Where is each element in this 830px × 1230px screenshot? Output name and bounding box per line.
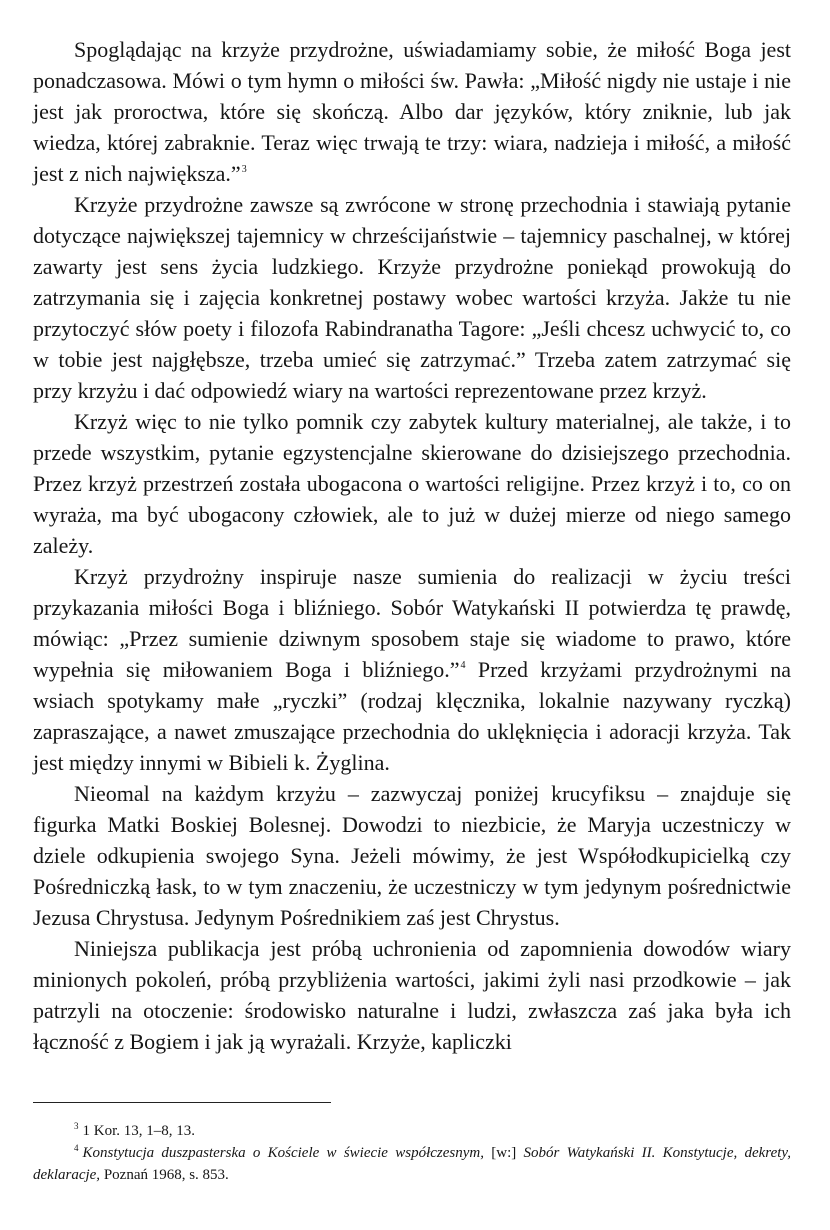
footnote-title: Konstytucja duszpasterska o Kościele w świecie współczesnym,	[82, 1145, 484, 1161]
footnotes	[33, 1120, 791, 1186]
paragraph-text: Krzyże przydrożne zawsze są zwrócone w stronę przechodnia i stawiają pytanie dotyczące największej tajemnicy w chrześcijaństwie – tajemnicy paschalnej, w której zawarty jest sens życia ludzkiego. Krzyże przydrożne poniekąd prowokują do zatrzymania się i zajęcia konkretnej postawy wobec wartości krzyża. Jakże tu nie przytoczyć słów poety i filozofa Rabindranatha Tagore: „Jeśli chcesz uchwycić to, co w tobie jest najgłębsze, trzeba umieć się zatrzymać.” Trzeba zatem zatrzymać się przy krzyżu i dać odpowiedź wiary na wartości reprezentowane przez krzyż.	[33, 192, 791, 403]
footnote-ref-3[interactable]: 3	[241, 164, 247, 175]
paragraph-text: Krzyż więc to nie tylko pomnik czy zabytek kultury materialnej, ale także, i to przede wszystkim, pytanie egzystencjalne skierowane do dzisiejszego przechodnia. Przez krzyż przestrzeń została ubogacona o wartości religijne. Przez krzyż i to, co on wyraża, ma być ubogacony człowiek, ale to już w dużej mierze od niego samego zależy.	[33, 409, 791, 558]
paragraph-text: Niniejsza publikacja jest próbą uchronienia od zapomnienia dowodów wiary minionych pokoleń, próbą przybliżenia wartości, jakimi żyli nasi przodkowie – jak patrzyli na otoczenie: środowisko naturalne i ludzi, zwłaszcza zaś jaka była ich łączność z Bogiem i jak ją wyrażali. Krzyże, kapliczki	[33, 936, 791, 1054]
paragraph-text: Krzyż przydrożny inspiruje nasze sumienia do realizacji w życiu treści przykazania miłości Boga i bliźniego. Sobór Watykański II potwierdza tę prawdę, mówiąc: „Przez sumienie dziwnym sposobem staje się wiadome to prawo, które wypełnia się miłowaniem Boga i bliźniego.”	[33, 564, 791, 682]
footnote-source-title: Sobór Watykański II. Konstytucje, dekrety, deklaracje,	[33, 1145, 791, 1183]
footnote-separator	[33, 1102, 331, 1103]
footnote-mark: 4	[74, 1143, 79, 1153]
footnote-ref-4[interactable]: 4	[460, 660, 466, 671]
paragraph-6	[33, 933, 791, 1057]
paragraph-4	[33, 561, 791, 778]
paragraph-text: Nieomal na każdym krzyżu – zazwyczaj poniżej krucyfiksu – znajduje się figurka Matki Boskiej Bolesnej. Dowodzi to niezbicie, że Maryja uczestniczy w dziele odkupienia swojego Syna. Jeżeli mówimy, że jest Współodkupicielką czy Pośredniczką łask, to w tym znaczeniu, że uczestniczy w tym jedynym pośrednictwie Jezusa Chrystusa. Jedynym Pośrednikiem zaś jest Chrystus.	[33, 781, 791, 930]
footnote-publication: Poznań 1968, s. 853.	[100, 1167, 229, 1183]
paragraph-2	[33, 189, 791, 406]
footnote-mark: 3	[74, 1121, 79, 1131]
paragraph-3	[33, 406, 791, 561]
body-text	[33, 34, 791, 1057]
paragraph-1	[33, 34, 791, 189]
footnote-4	[33, 1142, 791, 1186]
paragraph-5	[33, 778, 791, 933]
footnote-in-marker: [w:]	[483, 1145, 524, 1161]
footnote-text: 1 Kor. 13, 1–8, 13.	[82, 1123, 195, 1139]
footnote-3	[33, 1120, 791, 1142]
paragraph-text-continued: Przed krzyżami przydrożnymi na wsiach spotykamy małe „ryczki” (rodzaj klęcznika, lokalnie nazywany ryczką) zapraszające, a nawet zmuszające przechodnia do uklęknięcia i adoracji krzyża. Tak jest między innymi w Bibieli k. Żyglina.	[33, 657, 792, 775]
paragraph-text: Spoglądając na krzyże przydrożne, uświadamiamy sobie, że miłość Boga jest ponadczasowa. Mówi o tym hymn o miłości św. Pawła: „Miłość nigdy nie ustaje i nie jest jak proroctwa, które się skończą. Albo dar języków, który zniknie, lub jak wiedza, której zabraknie. Teraz więc trwają te trzy: wiara, nadzieja i miłość, a miłość jest z nich największa.”	[33, 37, 791, 186]
